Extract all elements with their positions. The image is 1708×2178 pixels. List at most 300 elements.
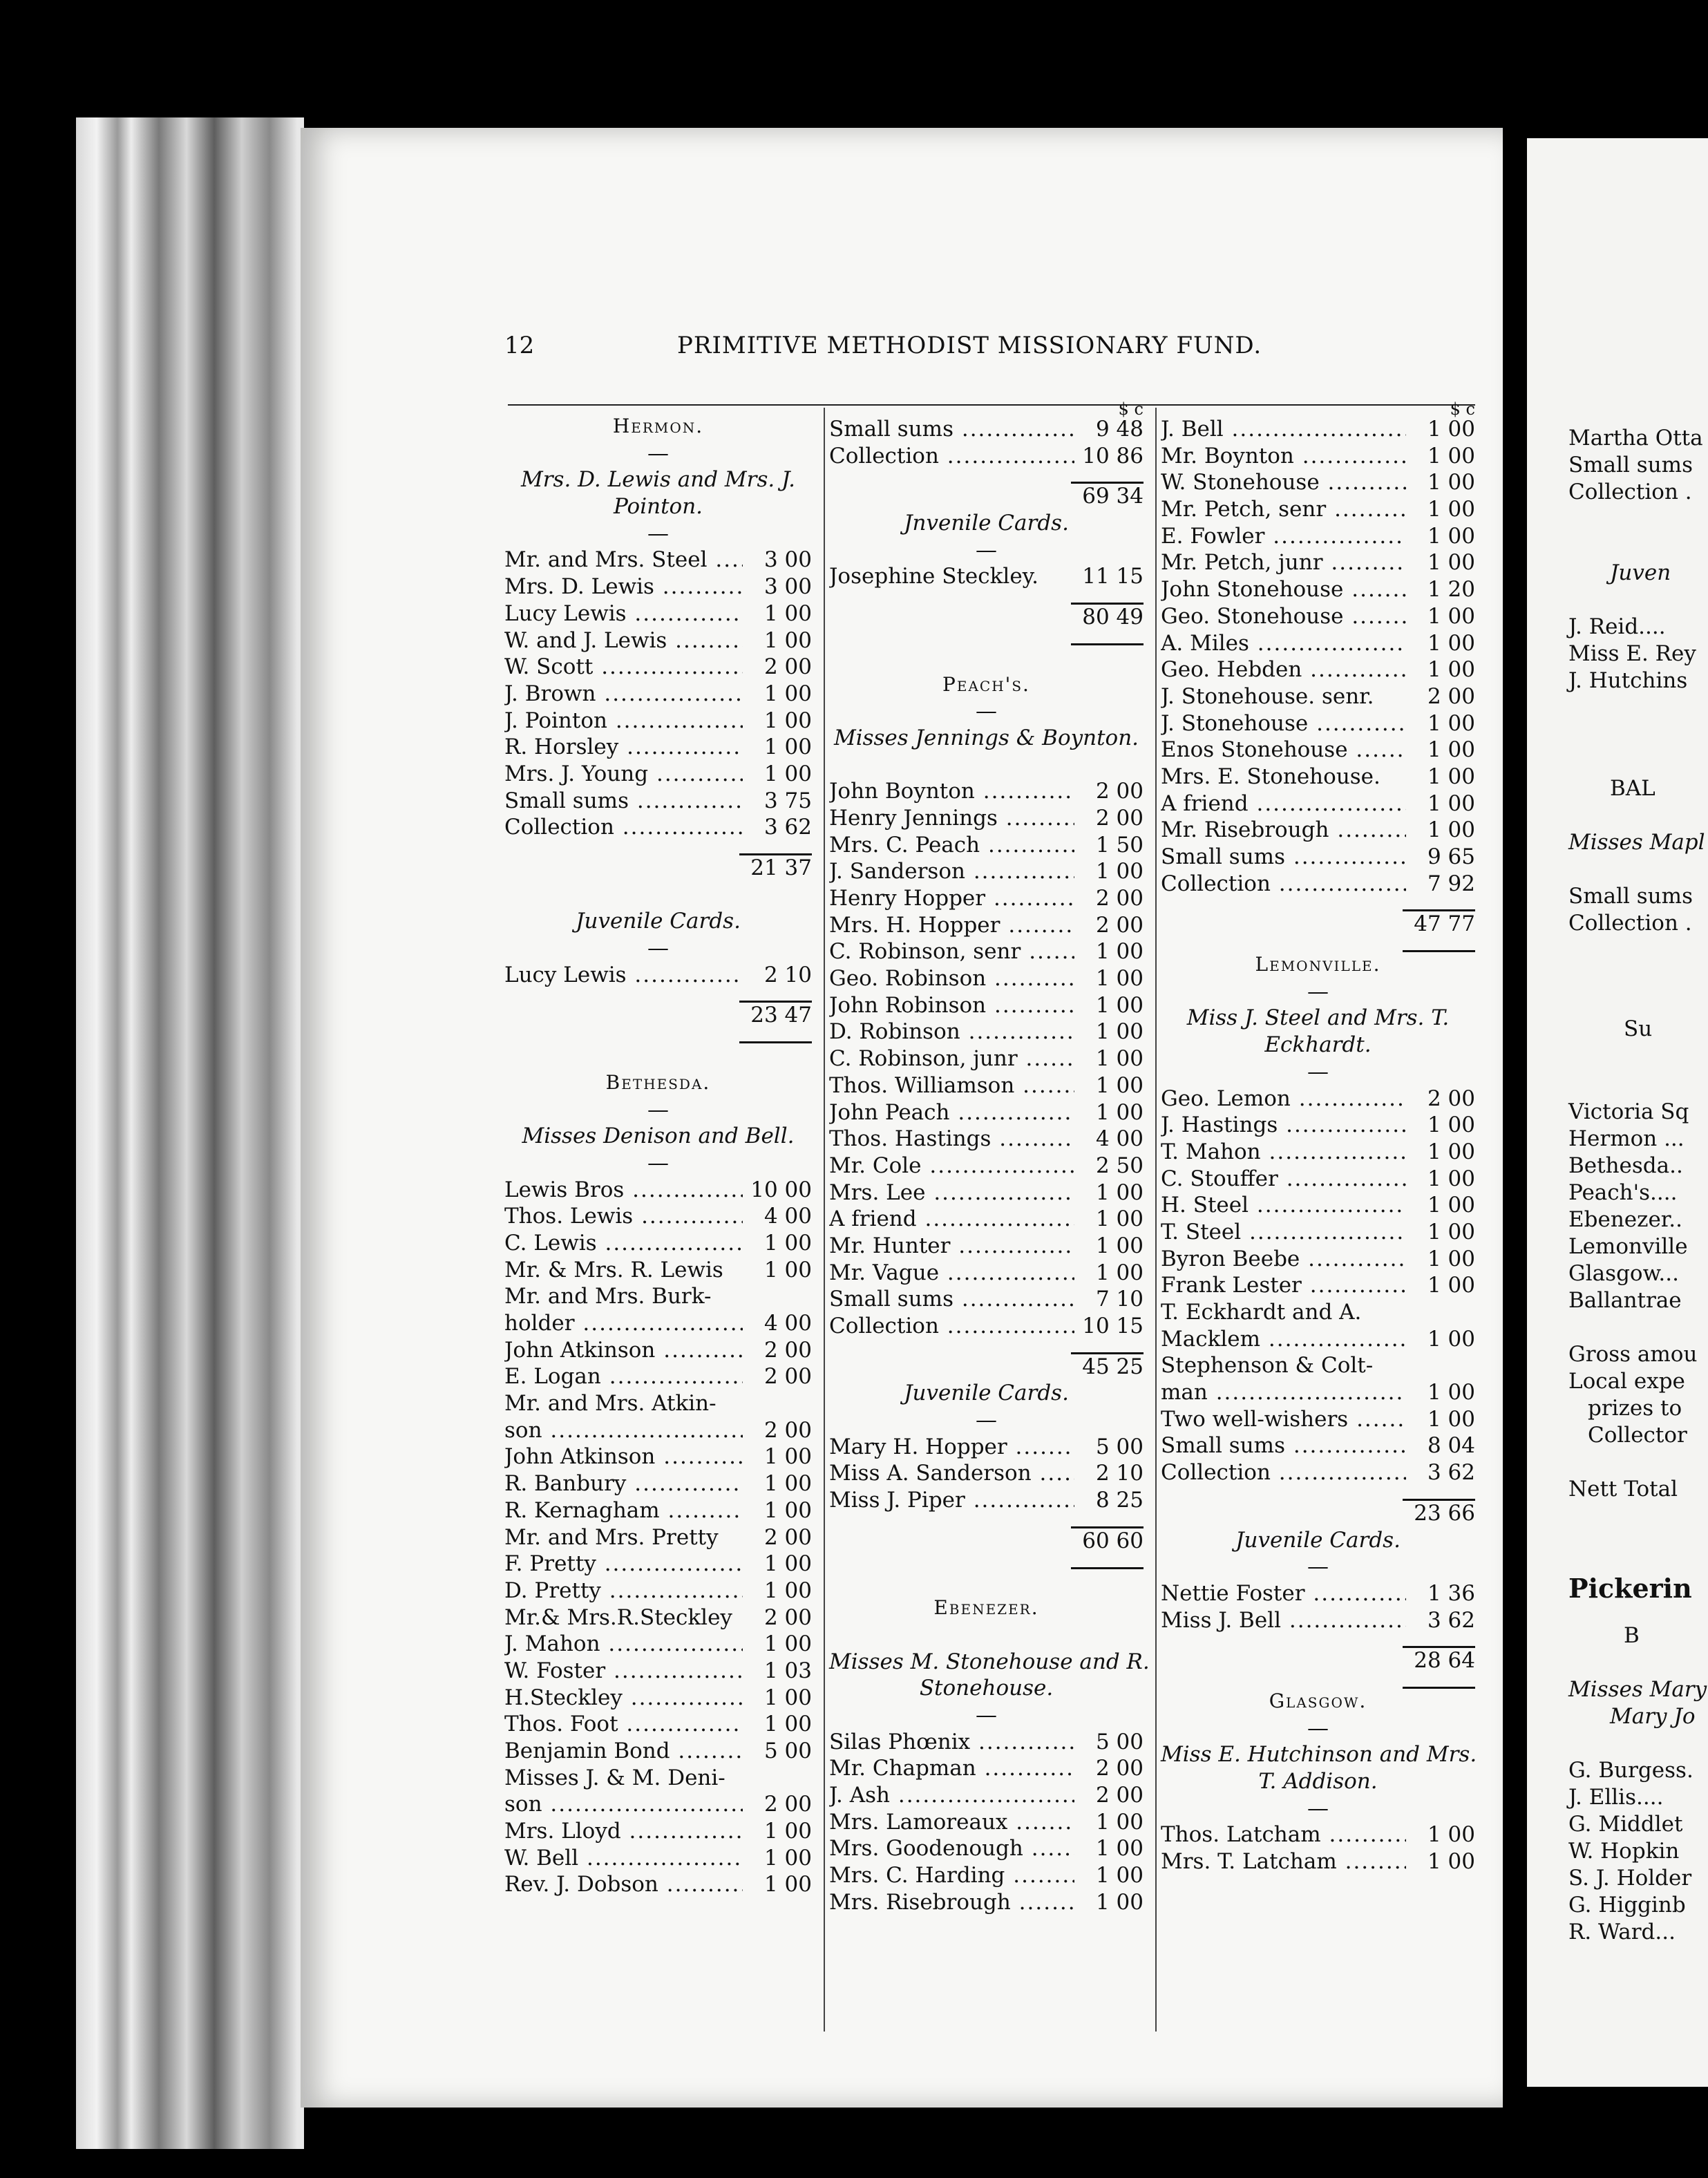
ledger-row: [829, 805, 1144, 832]
ledger-row: [1161, 710, 1475, 737]
total-rule: [1161, 897, 1475, 911]
dash-separator: —: [1307, 1795, 1329, 1821]
facing-page-fragment: Collection .: [1568, 911, 1692, 936]
contributor-name: J. Sanderson .....: [829, 858, 1074, 885]
amount: 1 00: [763, 1230, 812, 1256]
contributor-name: Mr. Chapman .....: [829, 1755, 1074, 1782]
amount: 3 62: [1427, 1460, 1475, 1486]
contributor-name: Mr. Petch, junr .....: [1161, 549, 1406, 576]
dash-separator: —: [647, 936, 669, 961]
ledger-row: [504, 1791, 812, 1818]
contributor-name: E. Fowler .....: [1161, 523, 1406, 550]
blank-line: [829, 645, 1144, 672]
book-page-edges: [76, 117, 304, 2149]
total-rule: [504, 1029, 812, 1043]
amount: 1 00: [1095, 939, 1144, 965]
contributor-name: Miss J. Piper .....: [829, 1487, 1074, 1514]
contributor-name: W. Bell .....: [504, 1845, 743, 1872]
ledger-row: [1161, 469, 1475, 496]
amount: 1 00: [1427, 710, 1475, 736]
ledger-row: [1161, 1406, 1475, 1433]
contributor-name: Lewis Bros .....: [504, 1177, 743, 1204]
collectors-line: Misses Jennings & Boynton.: [833, 725, 1139, 750]
amount: 1 00: [1427, 1193, 1475, 1218]
contributor-name: Mr. and Mrs. Pretty: [504, 1524, 719, 1550]
amount: 1 00: [1427, 523, 1475, 549]
amount: 1 00: [763, 1872, 812, 1897]
dash-separator: —: [647, 440, 669, 466]
ledger-row: [829, 1260, 1144, 1287]
amount: 1 50: [1095, 832, 1144, 858]
ledger-row: [829, 1153, 1144, 1180]
ledger-row: [504, 1631, 812, 1658]
ledger-row: [504, 814, 812, 841]
contributor-name: John Stonehouse .....: [1161, 576, 1406, 603]
ledger-row: [1161, 1352, 1475, 1379]
ledger-row: [829, 1809, 1144, 1836]
contributor-name: D. Robinson .....: [829, 1019, 1074, 1045]
contributor-name: Macklem .....: [1161, 1326, 1406, 1353]
contributor-name: J. Bell .....: [1161, 416, 1406, 443]
ledger-row: [504, 1685, 812, 1712]
contributor-name: E. Logan .....: [504, 1363, 743, 1390]
total-rule: [829, 469, 1144, 483]
ledger-row: [504, 1497, 812, 1524]
contributor-name: A friend .....: [829, 1206, 1074, 1233]
ledger-row: [1161, 656, 1475, 683]
ledger-row: [1161, 1219, 1475, 1246]
amount: 1 00: [1427, 550, 1475, 576]
contributor-name: Henry Jennings .....: [829, 805, 1074, 832]
total-rule: [1161, 1634, 1475, 1647]
facing-page-fragment: Local expe: [1568, 1369, 1685, 1394]
contributor-name: Geo. Stonehouse .....: [1161, 603, 1406, 630]
facing-page-fragment: R. Ward...: [1568, 1920, 1676, 1944]
subtotal-row: [504, 1002, 812, 1029]
section-heading: Hermon.: [612, 415, 704, 437]
contributor-name: Silas Phœnix .....: [829, 1729, 1074, 1756]
ledger-row: [1161, 523, 1475, 550]
contributor-name: Miss J. Bell .....: [1161, 1607, 1406, 1634]
ledger-row: [829, 1233, 1144, 1260]
amount: 1 00: [1095, 1809, 1144, 1835]
dash-separator: —: [647, 520, 669, 546]
dash-separator: —: [976, 1702, 997, 1727]
contributor-name: Mrs. Risebrough .....: [829, 1889, 1074, 1916]
facing-page-fragment: Collection .: [1568, 480, 1692, 504]
contributor-name: F. Pretty .....: [504, 1551, 743, 1578]
ledger-row: [1161, 871, 1475, 898]
contributor-name: Lucy Lewis .....: [504, 600, 743, 627]
contributor-name: Rev. J. Dobson .....: [504, 1871, 743, 1898]
ledger-row: [504, 1443, 812, 1470]
ledger-row: [1161, 844, 1475, 871]
contributor-name: W. Scott .....: [504, 654, 743, 681]
facing-page-fragment: G. Middlet: [1568, 1812, 1683, 1837]
contributor-name: Mr. and Mrs. Atkin-: [504, 1391, 717, 1417]
amount: 1 00: [1427, 1849, 1475, 1875]
ledger-row: [1161, 630, 1475, 657]
amount: 1 00: [1095, 1863, 1144, 1888]
contributor-name: Josephine Steckley.: [829, 564, 1038, 589]
ledger-row: [504, 1417, 812, 1444]
contributor-name: J. Stonehouse. senr.: [1161, 683, 1374, 709]
subtotal-row: [1161, 1500, 1475, 1527]
contributor-name: Mrs. E. Stonehouse.: [1161, 764, 1380, 789]
contributor-name: man .....: [1161, 1379, 1406, 1406]
contributor-name: Byron Beebe .....: [1161, 1246, 1406, 1273]
ledger-row: [504, 1551, 812, 1578]
contributor-name: J. Brown .....: [504, 681, 743, 708]
contributor-name: T. Mahon .....: [1161, 1139, 1406, 1166]
facing-page-fragment: prizes to: [1588, 1396, 1682, 1421]
ledger-row: [504, 1818, 812, 1845]
contributor-name: W. and J. Lewis .....: [504, 627, 743, 654]
contributor-name: J. Mahon .....: [504, 1631, 743, 1658]
ledger-row: [1161, 790, 1475, 817]
facing-page-fragment: W. Hopkin: [1568, 1839, 1680, 1864]
contributor-name: Mrs. J. Young .....: [504, 761, 743, 788]
subtotal-row: [829, 1528, 1144, 1555]
collectors-line: Juvenile Cards.: [904, 1381, 1069, 1406]
amount: 4 00: [763, 1311, 812, 1336]
ledger-row: [1161, 683, 1475, 710]
contributor-name: Collection .....: [504, 814, 743, 841]
facing-page-fragment: J. Ellis....: [1568, 1785, 1664, 1810]
collectors-line: Jnvenile Cards.: [904, 511, 1069, 536]
facing-page-fragment: Martha Otta: [1568, 426, 1703, 451]
amount: 1 36: [1427, 1580, 1475, 1606]
ledger-row: [504, 681, 812, 708]
amount: 1 00: [1427, 737, 1475, 763]
amount: 1 00: [1095, 1260, 1144, 1285]
contributor-name: A friend .....: [1161, 790, 1406, 817]
dash-separator: —: [1307, 1554, 1329, 1580]
contributor-name: Thos. Foot .....: [504, 1711, 743, 1738]
facing-page-fragment: J. Hutchins: [1568, 668, 1688, 693]
contributor-name: Mr. Risebrough .....: [1161, 817, 1406, 844]
ledger-row: [1161, 1112, 1475, 1139]
amount: 1 00: [1095, 1072, 1144, 1098]
contributor-name: Misses J. & M. Deni-: [504, 1765, 725, 1790]
amount: 1 00: [1095, 1099, 1144, 1125]
amount: 1 00: [1427, 764, 1475, 789]
collectors-line: Mrs. D. Lewis and Mrs. J.: [521, 467, 795, 493]
contributor-name: Thos. Hastings .....: [829, 1126, 1074, 1153]
ledger-row: [829, 563, 1144, 590]
ledger-row: [829, 1729, 1144, 1756]
amount: 1 00: [763, 600, 812, 626]
ledger-row: [1161, 1166, 1475, 1193]
ledger-row: [829, 1286, 1144, 1313]
dash-separator: —: [976, 699, 997, 724]
facing-page-fragment: Pickerin: [1568, 1573, 1692, 1604]
amount: 2 00: [1095, 779, 1144, 804]
facing-page-fragment: Ballantrae: [1568, 1288, 1682, 1313]
subtotal-row: [829, 604, 1144, 631]
total-rule: [504, 841, 812, 855]
amount: 11 15: [1082, 564, 1144, 589]
facing-page-fragment: Collector: [1588, 1423, 1687, 1448]
amount: 2 00: [1095, 912, 1144, 938]
contributor-name: Two well-wishers .....: [1161, 1406, 1406, 1433]
facing-page-fragment: Ebenezer..: [1568, 1207, 1682, 1232]
collectors-line: Stonehouse.: [919, 1676, 1054, 1701]
contributor-name: J. Ash .....: [829, 1782, 1074, 1809]
contributor-name: Small sums .....: [1161, 844, 1406, 871]
amount: 1 00: [763, 1257, 812, 1282]
facing-page-fragment: B: [1624, 1623, 1640, 1648]
amount: 1 00: [1095, 1836, 1144, 1862]
contributor-name: Thos. Lewis .....: [504, 1203, 743, 1230]
contributor-name: John Peach .....: [829, 1099, 1074, 1126]
amount: 1 00: [1427, 603, 1475, 629]
ledger-row: [829, 912, 1144, 939]
total-rule: [829, 590, 1144, 604]
ledger-row: [829, 416, 1144, 443]
total-rule: [829, 631, 1144, 645]
ledger-row: [504, 1711, 812, 1738]
section-heading: Glasgow.: [1269, 1689, 1367, 1712]
amount: 2 00: [1095, 1756, 1144, 1781]
amount: 1 00: [1095, 1206, 1144, 1232]
ledger-row: [829, 1180, 1144, 1206]
contributor-name: J. Stonehouse .....: [1161, 710, 1406, 737]
amount: 7 92: [1427, 871, 1475, 896]
ledger-row: [504, 734, 812, 761]
amount: [743, 1765, 812, 1792]
contributor-name: H.Steckley .....: [504, 1685, 743, 1712]
blank-line: [829, 1569, 1144, 1595]
facing-page-fragment: Small sums: [1568, 884, 1693, 909]
amount: 2 50: [1095, 1153, 1144, 1178]
contributor-name: Small sums .....: [829, 1286, 1074, 1313]
ledger-row: [504, 1658, 812, 1685]
ledger-row: [1161, 1326, 1475, 1353]
ledger-row: [829, 1862, 1144, 1889]
contributor-name: Benjamin Bond .....: [504, 1738, 743, 1765]
section-heading: Bethesda.: [605, 1070, 711, 1094]
contributor-name: Mr. Vague .....: [829, 1260, 1074, 1287]
contributor-name: A. Miles .....: [1161, 630, 1406, 657]
ledger-row: [829, 858, 1144, 885]
ledger-row: [504, 1524, 812, 1551]
ledger-row: [1161, 1379, 1475, 1406]
amount: 1 00: [763, 1551, 812, 1577]
ledger-row: [1161, 443, 1475, 470]
subtotal-amount: 28 64: [1414, 1648, 1475, 1674]
column-3: [1161, 399, 1477, 1875]
ledger-row: [1161, 1192, 1475, 1219]
contributor-name: D. Pretty .....: [504, 1578, 743, 1604]
collectors-line: Eckhardt.: [1264, 1032, 1372, 1058]
ledger-row: [504, 708, 812, 735]
amount: 3 00: [763, 574, 812, 600]
subtotal-row: [829, 483, 1144, 510]
total-rule: [1161, 938, 1475, 951]
ledger-row: [504, 1203, 812, 1230]
contributor-name: C. Stouffer .....: [1161, 1166, 1406, 1193]
ledger-row: [1161, 737, 1475, 764]
ledger-row: [829, 443, 1144, 470]
ledger-row: [829, 1487, 1144, 1514]
ledger-row: [504, 1871, 812, 1898]
dash-separator: —: [1307, 1715, 1329, 1741]
subtotal-amount: 47 77: [1414, 911, 1475, 937]
subtotal-amount: 80 49: [1082, 605, 1144, 630]
dash-separator: —: [1307, 978, 1329, 1004]
amount: 1 00: [1095, 966, 1144, 992]
amount: 2 00: [1427, 683, 1475, 709]
contributor-name: Collection .....: [1161, 1459, 1406, 1486]
amount: [743, 1390, 812, 1417]
amount: 10 00: [750, 1177, 812, 1202]
ledger-row: [1161, 1432, 1475, 1459]
amount: 1 00: [1427, 1406, 1475, 1432]
contributor-name: Geo. Robinson .....: [829, 965, 1074, 992]
contributor-name: Collection .....: [1161, 871, 1406, 898]
contributor-name: R. Horsley .....: [504, 734, 743, 761]
column-1: [504, 413, 812, 1898]
amount: 2 00: [1095, 1783, 1144, 1808]
dash-separator: —: [976, 1408, 997, 1433]
contributor-name: Mr. and Mrs. Steel .....: [504, 547, 743, 574]
amount: 2 00: [1095, 805, 1144, 831]
collectors-line: Miss E. Hutchinson and Mrs.: [1161, 1742, 1477, 1768]
facing-page-fragment: Glasgow...: [1568, 1261, 1679, 1286]
subtotal-amount: 23 66: [1414, 1500, 1475, 1526]
ledger-row: [829, 1313, 1144, 1340]
contributor-name: H. Steel .....: [1161, 1192, 1406, 1219]
contributor-name: Mrs. C. Peach .....: [829, 832, 1074, 859]
subtotal-row: [1161, 1647, 1475, 1674]
ledger-row: [829, 938, 1144, 965]
amount: 9 65: [1427, 844, 1475, 869]
blank-line: [504, 1043, 812, 1070]
collectors-line: Juvenile Cards.: [1235, 1527, 1401, 1553]
units-label: $ c: [1118, 399, 1144, 419]
contributor-name: Mr. Hunter .....: [829, 1233, 1074, 1260]
ledger-row: [504, 600, 812, 627]
amount: 1 00: [763, 627, 812, 653]
amount: 2 00: [763, 1524, 812, 1550]
ledger-row: [829, 1835, 1144, 1862]
ledger-row: [1161, 1821, 1475, 1848]
contributor-name: Mrs. T. Latcham .....: [1161, 1848, 1406, 1875]
facing-page-fragment: Mary Jo: [1610, 1704, 1696, 1729]
subtotal-row: [829, 1354, 1144, 1381]
ledger-row: [504, 1310, 812, 1337]
amount: 1 00: [763, 1497, 812, 1523]
ledger-row: [829, 885, 1144, 912]
page-number: 12: [504, 332, 535, 359]
contributor-name: Mr. Boynton .....: [1161, 443, 1406, 470]
ledger-row: [504, 574, 812, 600]
contributor-name: Mary H. Hopper .....: [829, 1434, 1074, 1461]
total-rule: [829, 1555, 1144, 1569]
ledger-row: [504, 1257, 812, 1284]
amount: 2 00: [763, 1417, 812, 1443]
ledger-row: [829, 1755, 1144, 1782]
contributor-name: Mr.& Mrs.R.Steckley: [504, 1604, 732, 1630]
amount: 2 00: [1095, 886, 1144, 911]
ledger-row: [504, 1765, 812, 1792]
contributor-name: R. Banbury .....: [504, 1470, 743, 1497]
amount: 1 00: [763, 1578, 812, 1603]
contributor-name: Miss A. Sanderson .....: [829, 1460, 1074, 1487]
ledger-row: [504, 1283, 812, 1310]
facing-page-fragment: Lemonville: [1568, 1234, 1688, 1259]
total-rule: [1161, 1486, 1475, 1500]
ledger-row: [1161, 1299, 1475, 1326]
amount: 10 86: [1082, 443, 1144, 468]
ledger-row: [504, 1738, 812, 1765]
facing-page-fragment: Misses Mary: [1568, 1677, 1707, 1702]
contributor-name: Mrs. Lamoreaux .....: [829, 1809, 1074, 1836]
column-divider: [824, 408, 825, 2032]
section-heading: Peach's.: [942, 672, 1030, 696]
amount: 9 48: [1095, 417, 1144, 442]
facing-page-fragment: Misses Mapl: [1568, 830, 1705, 855]
amount: 8 25: [1095, 1488, 1144, 1513]
amount: 1 00: [1427, 630, 1475, 656]
amount: 1 00: [1427, 497, 1475, 522]
amount: 1 00: [1427, 1246, 1475, 1271]
amount: 1 00: [763, 1845, 812, 1871]
contributor-name: Nettie Foster .....: [1161, 1580, 1406, 1607]
ledger-row: [829, 832, 1144, 859]
amount: 1 00: [1427, 657, 1475, 683]
amount: 1 00: [1095, 1046, 1144, 1072]
amount: 1 00: [1427, 1380, 1475, 1405]
contributor-name: Mr. and Mrs. Burk-: [504, 1284, 712, 1309]
amount: [1406, 1299, 1475, 1326]
ledger-row: [504, 1578, 812, 1604]
ledger-row: [1161, 1848, 1475, 1875]
contributor-name: Collection .....: [829, 443, 1074, 470]
contributor-name: John Boynton .....: [829, 778, 1074, 805]
column-2: [829, 399, 1150, 1915]
contributor-name: J. Hastings .....: [1161, 1112, 1406, 1139]
ledger-row: [1161, 817, 1475, 844]
facing-page-fragment: G. Burgess.: [1568, 1758, 1693, 1783]
amount: 1 00: [1427, 417, 1475, 442]
ledger-row: [829, 965, 1144, 992]
ledger-row: [504, 1177, 812, 1204]
amount: 1 00: [1095, 1889, 1144, 1915]
contributor-name: Geo. Lemon .....: [1161, 1086, 1406, 1112]
amount: 1 00: [763, 1444, 812, 1470]
subtotal-amount: 45 25: [1082, 1354, 1144, 1379]
ledger-row: [504, 761, 812, 788]
amount: 2 00: [763, 1364, 812, 1390]
contributor-name: Small sums .....: [829, 416, 1074, 443]
amount: 1 00: [1427, 1139, 1475, 1164]
ledger-row: [1161, 1607, 1475, 1634]
amount: 8 04: [1427, 1433, 1475, 1459]
ledger-row: [504, 962, 812, 989]
ledger-row: [504, 547, 812, 574]
amount: [743, 1283, 812, 1310]
facing-page-fragment: BAL: [1610, 776, 1655, 801]
subtotal-amount: 21 37: [750, 855, 812, 880]
contributor-name: Thos. Williamson .....: [829, 1072, 1074, 1099]
ledger-row: [829, 1434, 1144, 1461]
facing-page-fragment: Miss E. Rey: [1568, 641, 1696, 666]
subtotal-amount: 69 34: [1082, 484, 1144, 509]
ledger-row: [829, 1072, 1144, 1099]
contributor-name: W. Foster .....: [504, 1658, 743, 1685]
